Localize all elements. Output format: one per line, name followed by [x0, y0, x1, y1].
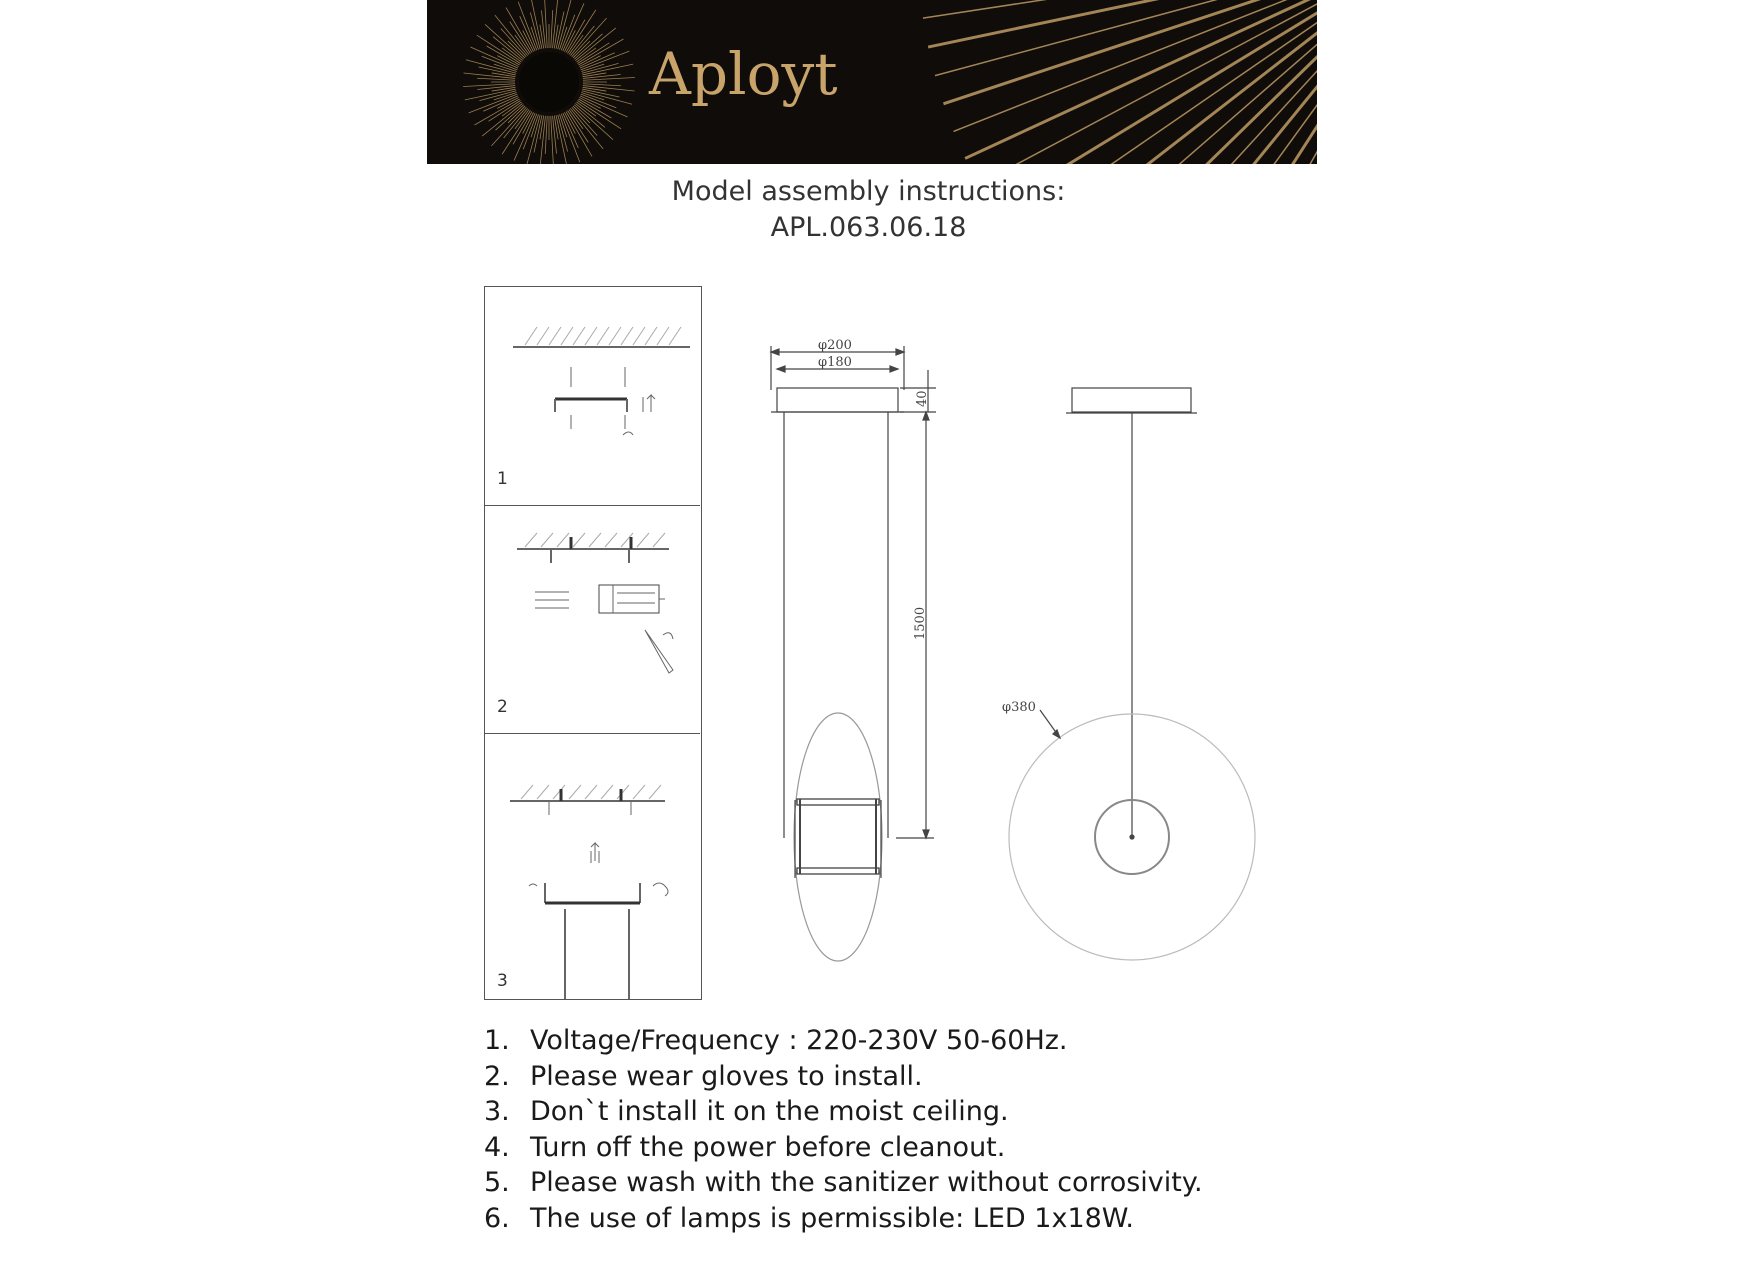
side-view-drawing: [771, 346, 936, 961]
note-item: 2. Please wear gloves to install.: [484, 1060, 923, 1092]
note-item: 6. The use of lamps is permissible: LED 1x18W.: [484, 1202, 1134, 1234]
step-number: 3: [497, 971, 508, 991]
safety-notes-list: [484, 1023, 1203, 1236]
canopy-outer-diameter: φ200: [818, 338, 852, 353]
canopy-inner-diameter: φ180: [818, 355, 852, 370]
document-title: Model assembly instructions:: [671, 176, 1066, 207]
step-number: 2: [497, 697, 508, 717]
step-number: 1: [497, 469, 508, 489]
note-item: 3. Don`t install it on the moist ceiling.: [484, 1096, 1009, 1127]
note-item: 1. Voltage/Frequency : 220-230V 50-60Hz.: [484, 1025, 1068, 1056]
note-item: 4. Turn off the power before cleanout.: [484, 1131, 1006, 1163]
canopy-height-label: 40: [915, 390, 930, 407]
cable-length-label: 1500: [913, 606, 928, 640]
brand-name: Aployt: [649, 40, 838, 108]
shade-diameter-label: φ380: [1002, 700, 1036, 715]
note-item: 5. Please wash with the sanitizer without corrosivity.: [484, 1167, 1203, 1198]
model-number: APL.063.06.18: [770, 212, 967, 243]
front-view-drawing: [1009, 388, 1255, 960]
